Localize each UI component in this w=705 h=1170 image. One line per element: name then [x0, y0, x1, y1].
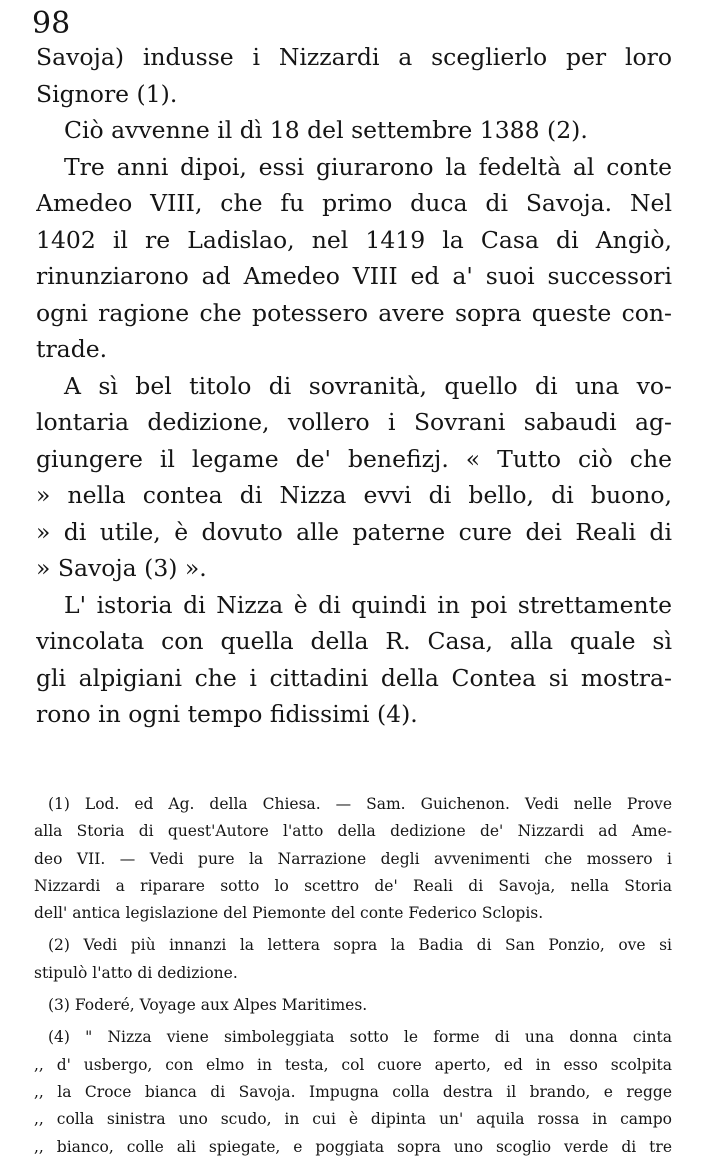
- text-line: A sì bel titolo di sovranità, quello di una vo-: [64, 371, 672, 400]
- footnote-line: ,, d' usbergo, con elmo in testa, col cuore aperto, ed in esso scolpita: [34, 1055, 672, 1074]
- footnote-line: (2) Vedi più innanzi la lettera sopra la Badia di San Ponzio, ove si: [48, 936, 672, 955]
- text-line: trade.: [36, 335, 108, 363]
- text-line: Amedeo VIII, che fu primo duca di Savoja. Nel: [36, 189, 672, 217]
- footnote-line: Nizzardi a riparare sotto lo scettro de' Reali di Savoja, nella Storia: [34, 876, 672, 895]
- footnote-line: (1) Lod. ed Ag. della Chiesa. — Sam. Guichenon. Vedi nelle Prove: [48, 795, 672, 813]
- text-line: lontaria dedizione, vollero i Sovrani sabaudi ag-: [36, 408, 672, 436]
- text-line: gli alpigiani che i cittadini della Contea si mostra-: [36, 663, 672, 692]
- footnote-line: ,, colla sinistra uno scudo, in cui è dipinta un' aquila rossa in campo: [34, 1110, 672, 1129]
- text-line: Ciò avvenne il dì 18 del settembre 1388 (2).: [64, 116, 588, 144]
- text-line: » nella contea di Nizza evvi di bello, di buono,: [36, 481, 672, 509]
- footnote-line: alla Storia di quest'Autore l'atto della dedizione de' Nizzardi ad Ame-: [34, 822, 672, 841]
- footnote-line: (4) " Nizza viene simboleggiata sotto le forme di una donna cinta: [48, 1028, 672, 1047]
- main-text: [36, 39, 672, 733]
- footnote: [34, 791, 672, 927]
- text-line: ogni ragione che potessero avere sopra queste con-: [36, 298, 672, 327]
- footnote-line: deo VII. — Vedi pure la Narrazione degli avvenimenti che mossero i: [34, 849, 672, 868]
- text-line: Tre anni dipoi, essi giurarono la fedeltà al conte: [64, 152, 672, 181]
- text-line: 1402 il re Ladislao, nel 1419 la Casa di Angiò,: [36, 225, 672, 254]
- footnote-line: ,, la Croce bianca di Savoja. Impugna colla destra il brando, e regge: [34, 1082, 672, 1101]
- footnote: [34, 992, 672, 1019]
- footnote: [34, 1024, 672, 1160]
- text-line: rinunziarono ad Amedeo VIII ed a' suoi successori: [36, 262, 672, 290]
- footnotes: [34, 791, 672, 1161]
- page-number: 98: [32, 6, 71, 41]
- text-line: L' istoria di Nizza è di quindi in poi strettamente: [64, 590, 672, 619]
- text-line: Savoja) indusse i Nizzardi a sceglierlo per loro: [36, 43, 672, 71]
- footnote-line: dell' antica legislazione del Piemonte del conte Federico Sclopis.: [34, 904, 544, 923]
- text-line: vincolata con quella della R. Casa, alla quale sì: [36, 627, 672, 655]
- footnote-line: (3) Foderé, Voyage aux Alpes Maritimes.: [48, 996, 368, 1015]
- text-line: giungere il legame de' benefizj. « Tutto ciò che: [36, 444, 672, 473]
- text-line: » Savoja (3) ».: [36, 554, 207, 582]
- text-line: » di utile, è dovuto alle paterne cure dei Reali di: [36, 517, 672, 546]
- footnote-line: ,, bianco, colle ali spiegate, e poggiata sopra uno scoglio verde di tre: [34, 1137, 672, 1156]
- text-line: Signore (1).: [36, 79, 178, 108]
- footnote: [34, 932, 672, 987]
- text-line: rono in ogni tempo fidissimi (4).: [36, 700, 418, 728]
- footnote-line: stipulò l'atto di dedizione.: [34, 963, 238, 982]
